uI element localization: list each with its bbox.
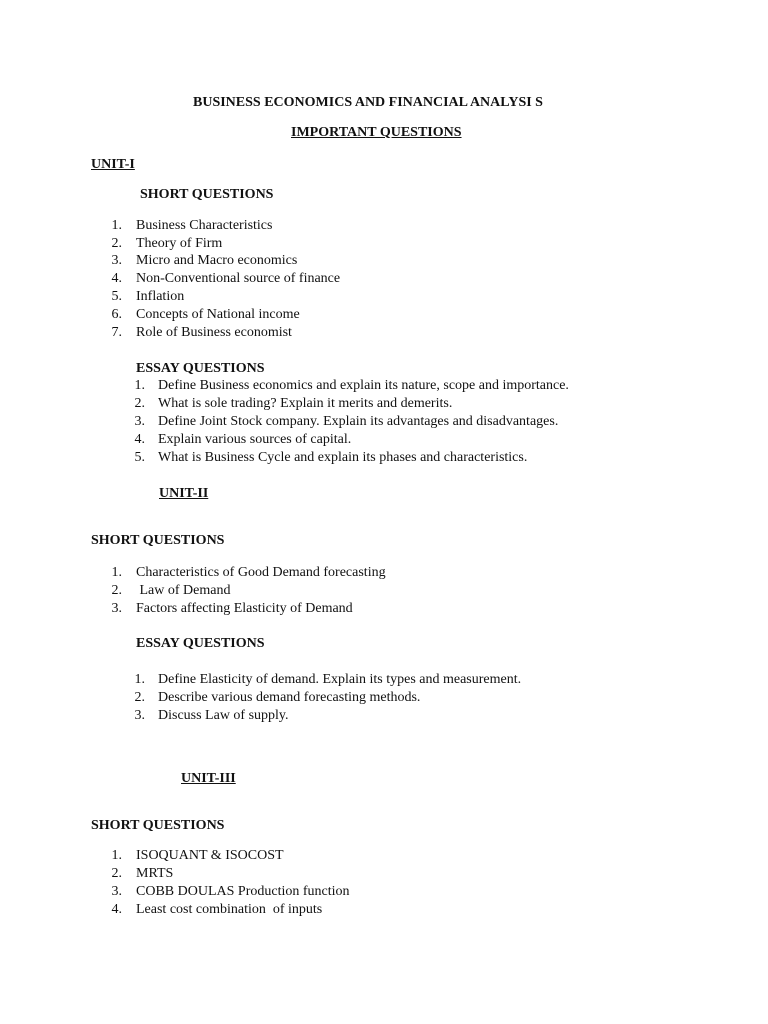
item-number: 3. — [111, 253, 122, 268]
item-text: Describe various demand forecasting methods. — [158, 690, 421, 705]
unit-1-heading: UNIT-I — [91, 157, 135, 172]
item-text: Factors affecting Elasticity of Demand — [136, 601, 353, 616]
item-text: Inflation — [136, 289, 185, 304]
item-number: 2. — [134, 690, 145, 705]
unit-1-short-heading: SHORT QUESTIONS — [140, 187, 274, 202]
item-number: 6. — [111, 307, 122, 322]
item-text: Characteristics of Good Demand forecasting — [136, 565, 386, 580]
document-subtitle: IMPORTANT QUESTIONS — [291, 125, 462, 140]
unit-2-short-heading: SHORT QUESTIONS — [91, 533, 225, 548]
item-text: Explain various sources of capital. — [158, 432, 352, 447]
item-text: Discuss Law of supply. — [158, 708, 289, 723]
item-text: Business Characteristics — [136, 218, 273, 233]
item-number: 1. — [134, 672, 145, 687]
item-number: 7. — [111, 325, 122, 340]
item-number: 2. — [111, 583, 122, 598]
unit-3-heading: UNIT-III — [181, 771, 236, 786]
item-number: 3. — [134, 708, 145, 723]
item-number: 3. — [134, 414, 145, 429]
item-number: 3. — [111, 601, 122, 616]
item-number: 5. — [134, 450, 145, 465]
unit-1-essay-heading: ESSAY QUESTIONS — [136, 361, 265, 376]
item-text: Theory of Firm — [136, 236, 223, 251]
unit-3-short-heading: SHORT QUESTIONS — [91, 818, 225, 833]
item-text: Define Elasticity of demand. Explain its types and measurement. — [158, 672, 522, 687]
item-text: MRTS — [136, 866, 174, 881]
item-text: Law of Demand — [136, 583, 231, 598]
item-text: Role of Business economist — [136, 325, 292, 340]
item-text: Define Business economics and explain its nature, scope and importance. — [158, 378, 569, 393]
item-text: COBB DOULAS Production function — [136, 884, 350, 899]
item-number: 2. — [134, 396, 145, 411]
item-number: 2. — [111, 866, 122, 881]
item-number: 1. — [134, 378, 145, 393]
item-number: 3. — [111, 884, 122, 899]
item-number: 4. — [111, 271, 122, 286]
item-number: 1. — [111, 848, 122, 863]
item-text: Least cost combination of inputs — [136, 902, 323, 917]
document-title: BUSINESS ECONOMICS AND FINANCIAL ANALYSI S — [193, 95, 543, 110]
item-number: 4. — [134, 432, 145, 447]
item-number: 1. — [111, 218, 122, 233]
item-text: What is Business Cycle and explain its phases and characteristics. — [158, 450, 528, 465]
unit-2-essay-heading: ESSAY QUESTIONS — [136, 636, 265, 651]
item-text: Define Joint Stock company. Explain its advantages and disadvantages. — [158, 414, 559, 429]
item-number: 2. — [111, 236, 122, 251]
item-text: Concepts of National income — [136, 307, 300, 322]
item-number: 4. — [111, 902, 122, 917]
item-number: 5. — [111, 289, 122, 304]
unit-2-heading: UNIT-II — [159, 486, 209, 501]
item-text: Non-Conventional source of finance — [136, 271, 341, 286]
item-number: 1. — [111, 565, 122, 580]
item-text: What is sole trading? Explain it merits and demerits. — [158, 396, 453, 411]
item-text: ISOQUANT & ISOCOST — [136, 848, 284, 863]
item-text: Micro and Macro economics — [136, 253, 298, 268]
